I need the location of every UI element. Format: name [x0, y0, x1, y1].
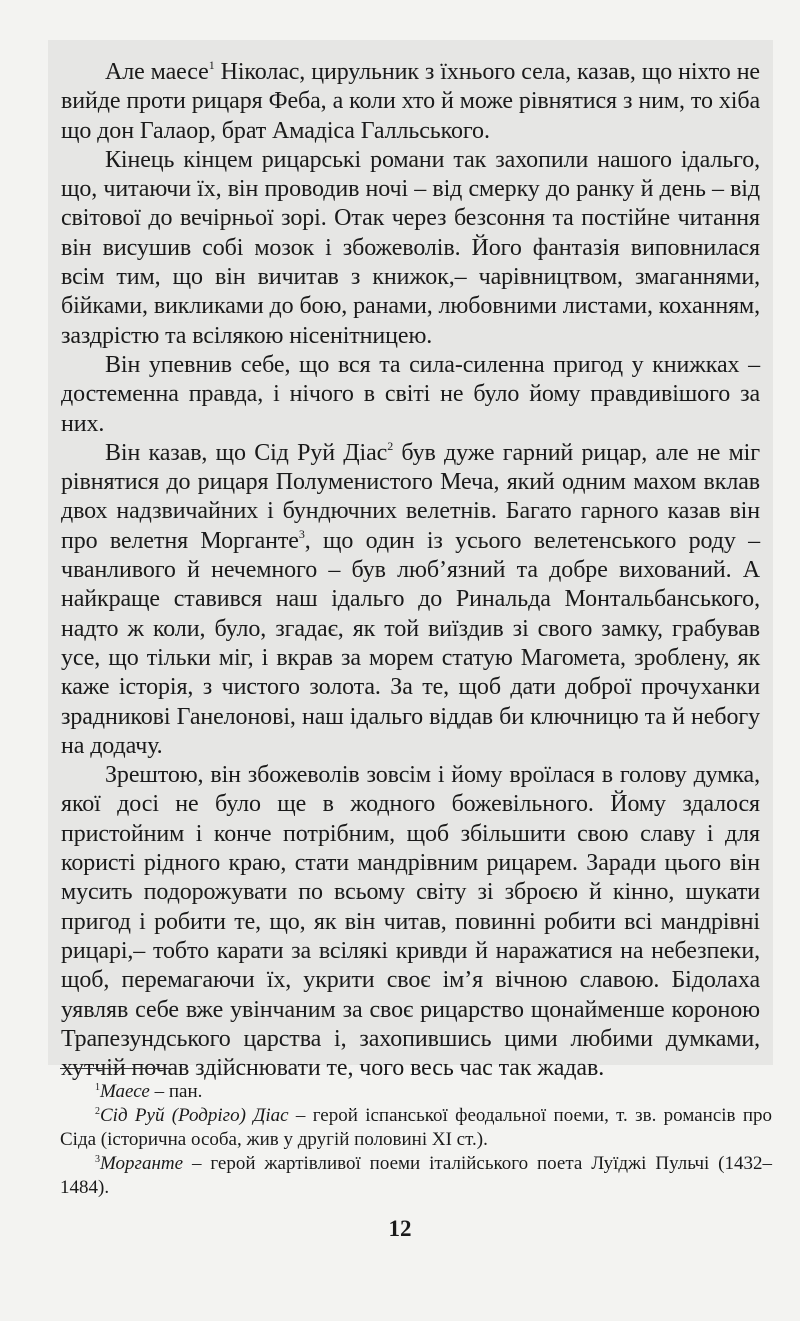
footnote-number: 1: [95, 1082, 100, 1093]
footnote-separator: [60, 1068, 170, 1069]
footnote-term: Морганте: [100, 1153, 184, 1174]
paragraph-4-text: Він казав, що Сід Руй Діас: [105, 439, 388, 466]
footnote-2: [60, 1104, 772, 1152]
page-number: 12: [388, 1216, 412, 1241]
paragraph-1-text: Але маесе: [105, 59, 209, 85]
footnote-ref-1: 1: [208, 58, 215, 72]
footnote-1: [60, 1080, 772, 1104]
footnote-text: – пан.: [149, 1081, 203, 1102]
paragraph-4-text-end: , що один із усього велетенського роду – чванливого й нечемного – був люб’язний та добре вихований. А найкраще ставився наш ідальго до Ринальда Монтальбанського, надто ж коли, було, згадає, як той виїздив зі свого замку, грабував усе, що тільки міг, і вкрав за морем статую Магомета, зроблену, як каже історія, з чистого золота. За те, щоб дати доброї прочуханки зрадникові Ганелонові, наш ідальго віддав би ключницю та й небогу на додачу.: [61, 527, 760, 759]
paragraph-1-text-cont: Ніколас, цирульник з їхнього села, казав, що ніхто не вийде проти рицаря Феба, а коли хто й може рівнятися з ним, то хіба що дон Галаор, брат Амадіса Галльського.: [61, 59, 760, 144]
footnote-term: Сід Руй (Родріго) Діас: [100, 1105, 289, 1126]
footnote-text: – герой жартівливої поеми італійського поета Луїджі Пульчі (1432–1484).: [60, 1153, 772, 1198]
footnote-ref-2: 2: [387, 438, 394, 453]
footnotes: [60, 1080, 772, 1200]
footnote-number: 3: [95, 1154, 100, 1165]
paragraph-3: Він упевнив себе, що вся та сила-силенна пригод у книжках – достеменна правда, і нічого в світі не було йому правдивішого за них.: [61, 351, 760, 437]
footnote-text: – герой іспанської феодальної поеми, т. зв. романсів про Сіда (історична особа, жив у другій половині XI ст.).: [60, 1105, 773, 1150]
paragraph-2: Кінець кінцем рицарські романи так захопили нашого ідальго, що, читаючи їх, він проводив ночі – від смерку до ранку й день – від світової до вечірньої зорі. Отак через безсоння та постійне читання він висушив собі мозок і збожеволів. Його фантазія виповнилася всім тим, що він вичитав з книжок,– чарівництвом, змаганнями, бійками, викликами до бою, ранами, любовними листами, коханням, заздрістю та всілякою нісенітницею.: [61, 146, 760, 349]
footnote-number: 2: [95, 1106, 100, 1117]
paragraph-5: Зрештою, він збожеволів зовсім і йому вроїлася в голову думка, якої досі не було ще в жодного божевільного. Йому здалося пристойним і конче потрібним, щоб збільшити свою славу і для користі рідного краю, стати мандрівним рицарем. Заради цього він мусить подорожувати по всьому світу зі зброєю й кінно, шукати пригод і робити те, що, як він читав, повинні робити всі мандрівні рицарі,– тобто карати за всілякі кривди й наражатися на небезпеки, щоб, перемагаючи їх, укрити своє ім’я вічною славою. Бідолаха уявляв себе вже увінчаним за своє рицарство щонайменше короною Трапезундського царства і, захопившись цими любими думками, хутчій почав здійснювати те, чого весь час так жадав.: [61, 762, 760, 1082]
footnote-term: Маесе: [100, 1081, 150, 1102]
main-text: [48, 40, 773, 1082]
paragraph-4-text-cont: був дуже гарний рицар, але не міг рівнятися до рицаря Полуменистого Меча, який одним махом вклав двох надзвичайних і бундючних велетнів. Багато гарного казав він про велетня Морганте: [61, 439, 760, 554]
footnote-ref-3: 3: [298, 526, 305, 541]
paragraph-4: [61, 439, 760, 761]
footnote-3: [60, 1152, 772, 1200]
paragraph-1: [61, 58, 760, 146]
